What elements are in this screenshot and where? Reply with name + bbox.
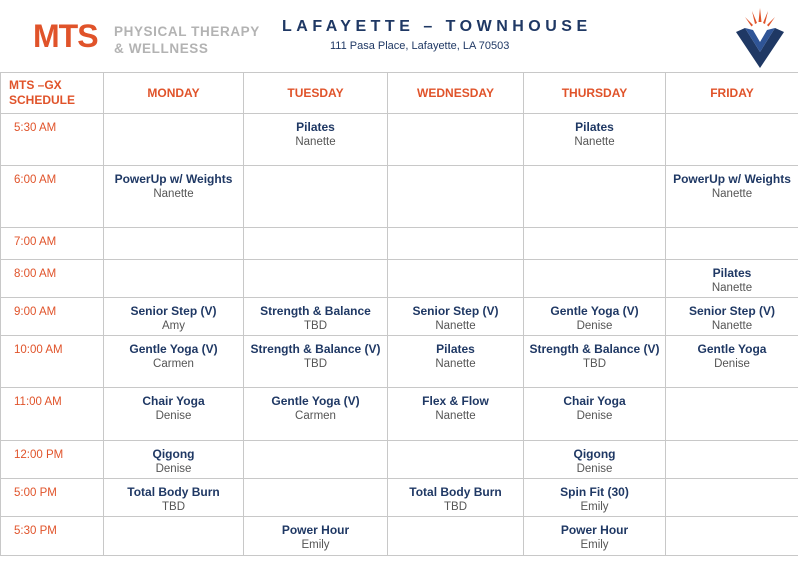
mountain-v-logo-icon (735, 6, 785, 68)
empty-cell (666, 114, 798, 166)
schedule-row (1, 298, 798, 336)
class-cell (388, 298, 524, 336)
class-cell (104, 298, 244, 336)
empty-cell (666, 388, 798, 441)
schedule-body (1, 114, 798, 556)
instructor-name: Nanette (435, 320, 476, 332)
class-cell (388, 336, 524, 388)
instructor-name: Emily (301, 539, 330, 551)
class-name: Power Hour (281, 523, 350, 537)
class-name: Spin Fit (30) (560, 485, 629, 499)
brand-tagline-line2: & WELLNESS (114, 41, 209, 56)
day-header-friday: FRIDAY (666, 73, 798, 114)
schedule-row (1, 388, 798, 441)
schedule-row (1, 336, 798, 388)
class-cell (104, 166, 244, 228)
time-slot-label: 5:00 PM (1, 479, 104, 517)
class-name: Strength & Balance (260, 304, 371, 318)
time-slot-label: 11:00 AM (1, 388, 104, 441)
brand-logo-text: MTS (33, 18, 98, 54)
class-name: Strength & Balance (V) (250, 342, 381, 356)
schedule-row (1, 260, 798, 298)
schedule-row (1, 517, 798, 556)
schedule-row (1, 228, 798, 260)
time-slot-label: 5:30 PM (1, 517, 104, 556)
class-name: Strength & Balance (V) (529, 342, 660, 356)
brand-tagline-line1: PHYSICAL THERAPY (114, 24, 260, 39)
instructor-name: Emily (580, 501, 609, 513)
corner-label-line1: MTS –GX (9, 78, 62, 92)
day-header-thursday: THURSDAY (524, 73, 666, 114)
instructor-name: Amy (162, 320, 185, 332)
instructor-name: Nanette (711, 188, 753, 200)
class-name: Senior Step (V) (412, 304, 499, 318)
class-name: Pilates (712, 266, 752, 280)
class-name: Senior Step (V) (130, 304, 217, 318)
class-cell (524, 388, 666, 441)
empty-cell (524, 260, 666, 298)
schedule-row (1, 166, 798, 228)
empty-cell (244, 166, 388, 228)
class-name: Chair Yoga (142, 394, 205, 408)
class-cell (666, 298, 798, 336)
empty-cell (666, 479, 798, 517)
page-header (0, 0, 798, 70)
class-cell (388, 388, 524, 441)
class-name: Pilates (296, 120, 335, 134)
instructor-name: Denise (155, 463, 192, 475)
instructor-name: Denise (576, 410, 613, 422)
class-name: Gentle Yoga (V) (271, 394, 360, 408)
day-header-wednesday: WEDNESDAY (388, 73, 524, 114)
class-name: Pilates (436, 342, 475, 356)
time-slot-label: 6:00 AM (1, 166, 104, 228)
instructor-name: Carmen (153, 358, 194, 370)
class-name: Gentle Yoga (697, 342, 767, 356)
instructor-name: Nanette (711, 320, 753, 332)
class-cell (524, 336, 666, 388)
corner-label-line2: SCHEDULE (9, 93, 76, 107)
empty-cell (388, 114, 524, 166)
empty-cell (104, 228, 244, 260)
instructor-name: TBD (304, 358, 327, 370)
class-cell (524, 441, 666, 479)
class-cell (104, 336, 244, 388)
class-name: Gentle Yoga (V) (129, 342, 218, 356)
time-slot-label: 8:00 AM (1, 260, 104, 298)
time-slot-label: 9:00 AM (1, 298, 104, 336)
empty-cell (666, 441, 798, 479)
class-cell (666, 166, 798, 228)
day-header-tuesday: TUESDAY (244, 73, 388, 114)
class-cell (524, 479, 666, 517)
instructor-name: Nanette (711, 282, 753, 294)
schedule-row (1, 479, 798, 517)
class-name: Flex & Flow (422, 394, 489, 408)
class-schedule-table (0, 72, 798, 556)
class-cell (104, 441, 244, 479)
empty-cell (666, 517, 798, 556)
class-cell (104, 388, 244, 441)
instructor-name: TBD (444, 501, 467, 513)
instructor-name: Emily (580, 539, 609, 551)
time-slot-label: 12:00 PM (1, 441, 104, 479)
class-name: Chair Yoga (563, 394, 626, 408)
instructor-name: Nanette (153, 188, 194, 200)
empty-cell (244, 260, 388, 298)
empty-cell (388, 441, 524, 479)
class-cell (666, 336, 798, 388)
empty-cell (524, 166, 666, 228)
class-cell (244, 336, 388, 388)
class-cell (244, 388, 388, 441)
instructor-name: TBD (162, 501, 185, 513)
empty-cell (104, 114, 244, 166)
instructor-name: Denise (155, 410, 192, 422)
class-cell (524, 114, 666, 166)
schedule-header-row (1, 73, 798, 114)
schedule-corner-label (1, 73, 104, 114)
empty-cell (244, 228, 388, 260)
instructor-name: TBD (583, 358, 606, 370)
schedule-row (1, 441, 798, 479)
class-cell (524, 298, 666, 336)
empty-cell (388, 166, 524, 228)
class-name: Pilates (575, 120, 614, 134)
class-name: PowerUp w/ Weights (114, 172, 233, 186)
class-name: Power Hour (560, 523, 629, 537)
location-title: LAFAYETTE – TOWNHOUSE (282, 18, 592, 35)
empty-cell (388, 260, 524, 298)
class-cell (388, 479, 524, 517)
instructor-name: Nanette (435, 410, 476, 422)
empty-cell (104, 517, 244, 556)
instructor-name: Nanette (295, 136, 336, 148)
empty-cell (524, 228, 666, 260)
schedule-row (1, 114, 798, 166)
class-name: Senior Step (V) (688, 304, 775, 318)
empty-cell (244, 441, 388, 479)
instructor-name: Denise (714, 358, 750, 370)
class-name: Qigong (152, 447, 195, 461)
empty-cell (666, 228, 798, 260)
class-cell (666, 260, 798, 298)
instructor-name: Nanette (435, 358, 476, 370)
class-cell (524, 517, 666, 556)
empty-cell (388, 228, 524, 260)
class-name: PowerUp w/ Weights (673, 172, 791, 186)
class-name: Total Body Burn (127, 485, 220, 499)
day-header-monday: MONDAY (104, 73, 244, 114)
location-address: 111 Pasa Place, Lafayette, LA 70503 (330, 40, 510, 52)
class-name: Gentle Yoga (V) (550, 304, 639, 318)
brand-tagline (114, 23, 260, 57)
time-slot-label: 7:00 AM (1, 228, 104, 260)
class-cell (104, 479, 244, 517)
class-cell (244, 517, 388, 556)
empty-cell (104, 260, 244, 298)
instructor-name: Nanette (574, 136, 615, 148)
class-cell (244, 298, 388, 336)
instructor-name: TBD (304, 320, 327, 332)
class-name: Total Body Burn (409, 485, 502, 499)
empty-cell (244, 479, 388, 517)
instructor-name: Denise (576, 320, 613, 332)
instructor-name: Denise (576, 463, 613, 475)
time-slot-label: 10:00 AM (1, 336, 104, 388)
class-cell (244, 114, 388, 166)
class-name: Qigong (573, 447, 616, 461)
time-slot-label: 5:30 AM (1, 114, 104, 166)
empty-cell (388, 517, 524, 556)
instructor-name: Carmen (295, 410, 336, 422)
